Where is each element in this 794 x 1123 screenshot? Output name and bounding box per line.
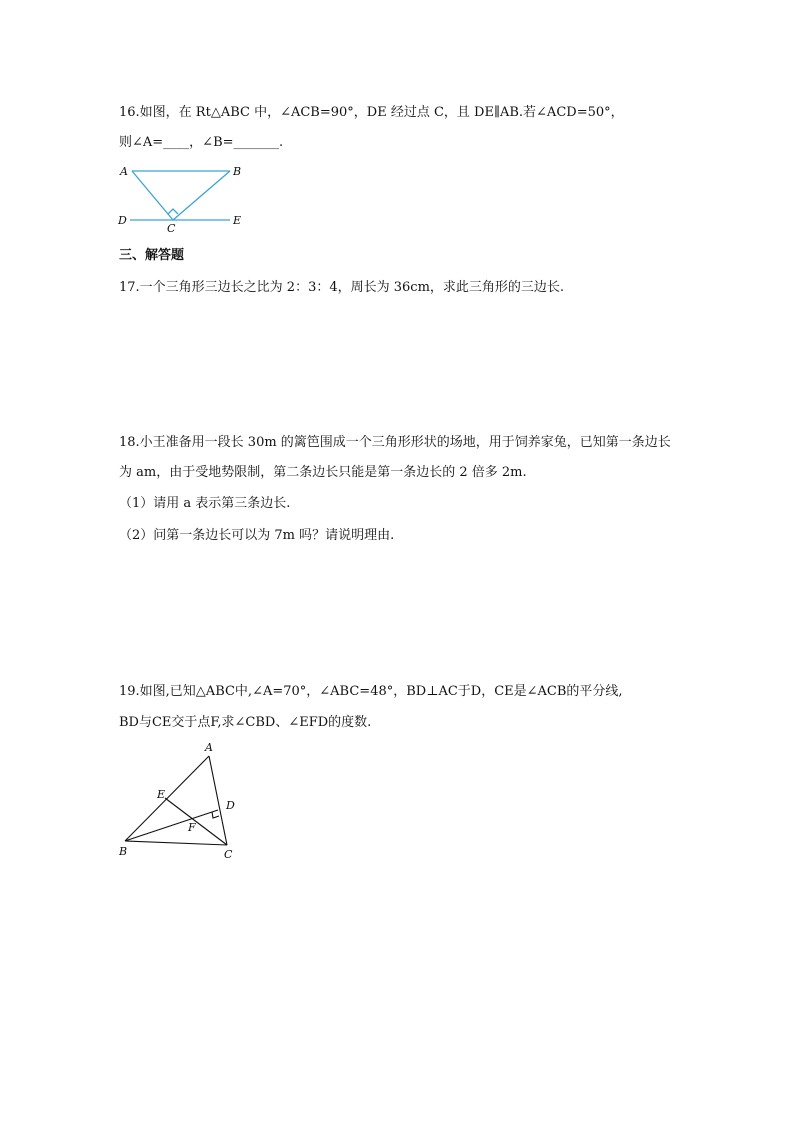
q16-label-d: D bbox=[118, 214, 127, 227]
q18-sub1: （1）请用 a 表示第三条边长. bbox=[119, 496, 291, 511]
q19-line1: 19.如图,已知△ABC中,∠A=70°，∠ABC=48°，BD⊥AC于D，CE是∠ACB的平分线, bbox=[119, 684, 623, 699]
q16-line1: 16.如图，在 Rt△ABC 中，∠ACB=90°，DE 经过点 C，且 DE∥AB.若∠ACD=50°， bbox=[119, 105, 624, 120]
q19-segment-ab bbox=[125, 756, 209, 841]
q19-label-e: E bbox=[157, 788, 166, 801]
q18-line1: 18.小王准备用一段长 30m 的篱笆围成一个三角形形状的场地，用于饲养家兔，已知第一条边长 bbox=[119, 435, 671, 450]
q19-label-c: C bbox=[224, 848, 233, 861]
q19-segment-bd bbox=[125, 810, 218, 841]
q16-label-b: B bbox=[233, 165, 242, 178]
q16-segment-ac bbox=[132, 171, 173, 220]
q16-line2: 则∠A=____，∠B=_______. bbox=[119, 135, 284, 150]
q19-line2: BD与CE交于点F,求∠CBD、∠EFD的度数. bbox=[119, 715, 372, 730]
q16-label-e: E bbox=[233, 214, 242, 227]
q19-right-angle-mark bbox=[212, 812, 219, 818]
q19-label-b: B bbox=[119, 845, 128, 858]
section-heading: 三、解答题 bbox=[119, 248, 185, 263]
q16-label-a: A bbox=[120, 165, 128, 178]
q19-label-f: F bbox=[188, 821, 196, 834]
q18-sub2: （2）问第一条边长可以为 7m 吗？请说明理由. bbox=[119, 528, 395, 543]
q16-segment-bc bbox=[173, 171, 230, 220]
q19-segment-ac bbox=[209, 756, 227, 845]
q16-right-angle-mark bbox=[168, 209, 178, 214]
q18-line2: 为 am，由于受地势限制，第二条边长只能是第一条边长的 2 倍多 2m. bbox=[119, 465, 527, 480]
q19-figure bbox=[115, 738, 245, 863]
q19-segment-ce bbox=[165, 798, 227, 845]
q17-text: 17.一个三角形三边长之比为 2：3：4，周长为 36cm，求此三角形的三边长. bbox=[119, 280, 565, 295]
q19-label-d: D bbox=[226, 799, 235, 812]
q19-segment-bc bbox=[125, 841, 227, 845]
q16-figure bbox=[112, 160, 252, 235]
q16-label-c: C bbox=[167, 222, 176, 235]
q19-label-a: A bbox=[205, 741, 213, 754]
